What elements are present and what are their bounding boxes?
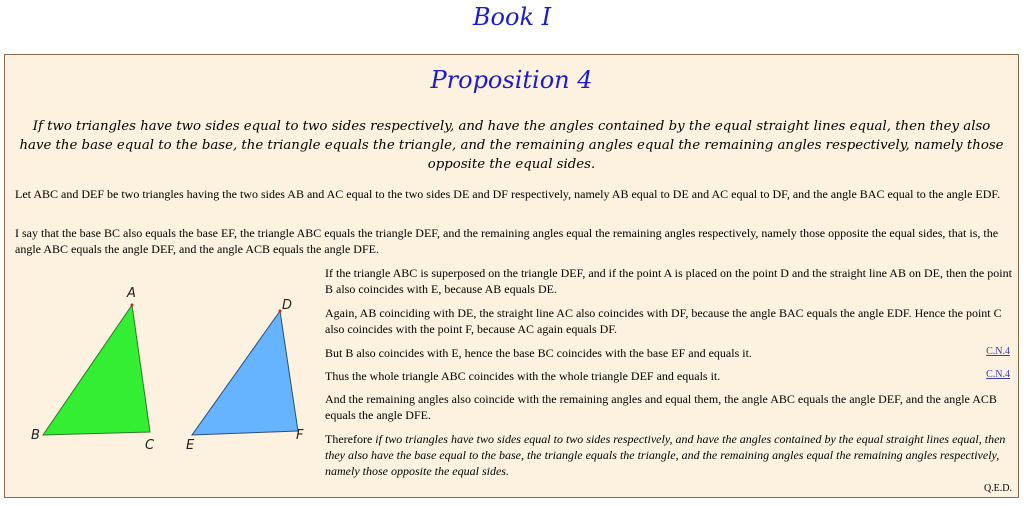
conclusion-text: if two triangles have two sides equal to two sides respectively, and have the angles contained by the equal straight lines equal, then they also have the base equal to the base, the triangle equals the triangle, and the remaining angles equal the remaining angles respectively, namely those opposite the equal sides. [325, 432, 1006, 478]
vertex-a [131, 304, 134, 307]
cn4-link-2[interactable]: C.N.4 [986, 369, 1010, 380]
proof-step-1: If the triangle ABC is superposed on the triangle DEF, and if the point A is placed on the point D and the straight line AB on DE, then the point B also coincides with E, because AB equals DE. [325, 266, 1012, 296]
label-f: F [296, 428, 304, 443]
label-b: B [31, 428, 40, 443]
label-c: C [145, 438, 155, 453]
cn4-link-1[interactable]: C.N.4 [986, 346, 1010, 357]
enunciation: If two triangles have two sides equal to two sides respectively, and have the angles contained by the equal straight lines equal, then they also have the base equal to the base, the triangle equals the triangle, and the remaining angles equal the remaining angles respectively, namely those opposite the equal sides. [19, 119, 1004, 172]
conclusion-lead: Therefore [325, 432, 373, 446]
qed-mark: Q.E.D. [983, 483, 1012, 494]
proposition-panel [4, 54, 1019, 498]
label-e: E [186, 438, 195, 453]
setup-paragraph: Let ABC and DEF be two triangles having the two sides AB and AC equal to the two sides DE and DF respectively, namely AB equal to DE and AC equal to DF, and the angle BAC equal to the angle EDF. [15, 187, 1001, 201]
triangles-figure [5, 55, 325, 497]
book-title: Book I [472, 3, 552, 31]
proof-conclusion [325, 431, 1015, 479]
proof-step-4: Thus the whole triangle ABC coincides with the whole triangle DEF and equals it. [325, 369, 721, 383]
triangle-abc [43, 305, 150, 435]
label-a: A [127, 286, 136, 301]
claim-paragraph: I say that the base BC also equals the base EF, the triangle ABC equals the triangle DEF, and the remaining angles equal the remaining angles respectively, namely those opposite the equal sides, that is, the angle ABC equals the angle DEF, and the angle ACB equals the angle DFE. [15, 226, 999, 256]
proof-step-5: And the remaining angles also coincide with the remaining angles and equal them, the angle ABC equals the angle DEF, and the angle ACB equals the angle DFE. [325, 392, 997, 422]
label-d: D [282, 298, 293, 313]
triangle-def [192, 311, 298, 435]
proof-step-2: Again, AB coinciding with DE, the straight line AC also coincides with DF, because the angle BAC equals the angle EDF. Hence the point C also coincides with the point F, because AC again equals DF. [325, 306, 1002, 336]
proof-step-3: But B also coincides with E, hence the base BC coincides with the base EF and equals it. [325, 346, 752, 360]
proposition-title: Proposition 4 [430, 66, 593, 94]
